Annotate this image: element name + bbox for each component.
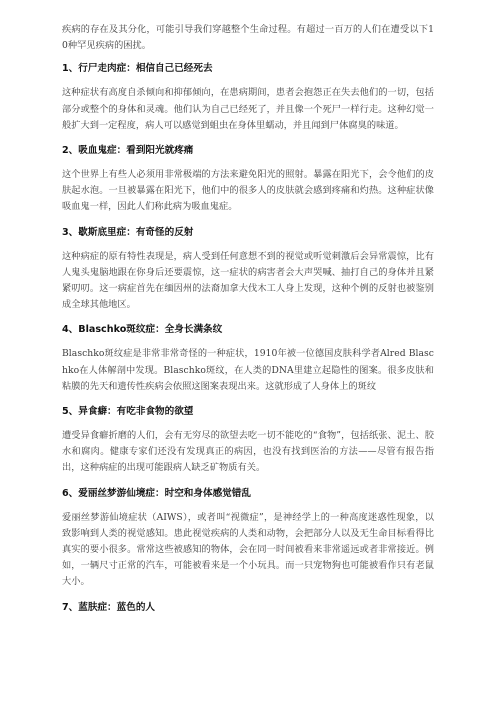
section-heading: 2、吸血鬼症：看到阳光就疼痛 bbox=[62, 145, 194, 157]
section-7 bbox=[62, 601, 434, 615]
section-3 bbox=[62, 226, 434, 314]
section-body: Blaschko斑纹症是非常非常奇怪的一种症状，1910年被一位德国皮肤科学者Alred Blaschko在人体解剖中发现。Blaschko斑纹，在人类的DNA里建立起隐性的图案。很多皮肤和粘膜的先天和遗传性疾病会依照这图案表现出来。这就形成了人身体上的斑纹 bbox=[62, 348, 434, 392]
section-5 bbox=[62, 405, 434, 477]
document-page bbox=[62, 22, 434, 625]
section-4 bbox=[62, 323, 434, 395]
section-6 bbox=[62, 487, 434, 591]
section-body: 这种病症的原有特性表现是，病人受到任何意想不到的视觉或听觉刺激后会异常震惊，比有人鬼头鬼脑地跟在你身后还要震惊，这一症状的病害者会大声哭喊、抽打自己的身体并且紧紧叨叨。这一病症首先在缅因州的法裔加拿大伐木工人身上发现，这种个例的反射也被鉴别成全球其他地区。 bbox=[62, 250, 434, 311]
section-body: 这种症状有高度自杀倾向和抑郁倾向，在患病期间，患者会抱怨正在失去他们的一切，包括部分或整个的身体和灵魂。他们认为自己已经死了，并且像一个死尸一样行走。这种幻觉一般扩大到一定程度，病人可以感觉到蛆虫在身体里蠕动，并且闻到尸体腐臭的味道。 bbox=[62, 87, 434, 131]
section-heading: 5、异食癖：有吃非食物的欲望 bbox=[62, 406, 194, 418]
intro-paragraph: 疾病的存在及其分化，可能引导我们穿越整个生命过程。有超过一百万的人们在遭受以下10种罕见疾病的困扰。 bbox=[62, 24, 434, 52]
section-heading: 4、Blaschko斑纹症：全身长满条纹 bbox=[62, 324, 223, 336]
section-heading: 1、行尸走肉症：相信自己已经死去 bbox=[62, 63, 213, 75]
section-2 bbox=[62, 144, 434, 216]
section-body: 遭受异食癖折磨的人们，会有无穷尽的欲望去吃一切不能吃的“食物”，包括纸张、泥土、胶水和腐肉。健康专家们还没有发现真正的病因，也没有找到医治的方法——尽管有报告指出，这种病症的出现可能跟病人缺乏矿物质有关。 bbox=[62, 430, 434, 474]
section-body: 爱丽丝梦游仙境症状（AIWS），或者叫“视微症”，是神经学上的一种高度迷惑性现象，以致影响到人类的视觉感知。患此视觉疾病的人类和动物，会把部分人以及无生命目标看得比真实的要小很多。常常这些被感知的物体，会在同一时间被看来非常遥远或者非常接近。例如，一辆尺寸正常的汽车，可能被看来是一个小玩具。而一只宠物狗也可能被看作只有老鼠大小。 bbox=[62, 511, 434, 588]
section-heading: 6、爱丽丝梦游仙境症：时空和身体感觉错乱 bbox=[62, 487, 251, 499]
section-1 bbox=[62, 62, 434, 134]
section-heading: 7、蓝肤症：蓝色的人 bbox=[62, 601, 156, 613]
section-body: 这个世界上有些人必须用非常极端的方法来避免阳光的照射。暴露在阳光下，会令他们的皮肤起水泡。一旦被暴露在阳光下，他们中的很多人的皮肤就会感到疼痛和灼热。这种症状像吸血鬼一样，因此人们称此病为吸血鬼症。 bbox=[62, 169, 434, 213]
section-heading: 3、歇斯底里症：有奇怪的反射 bbox=[62, 226, 194, 238]
